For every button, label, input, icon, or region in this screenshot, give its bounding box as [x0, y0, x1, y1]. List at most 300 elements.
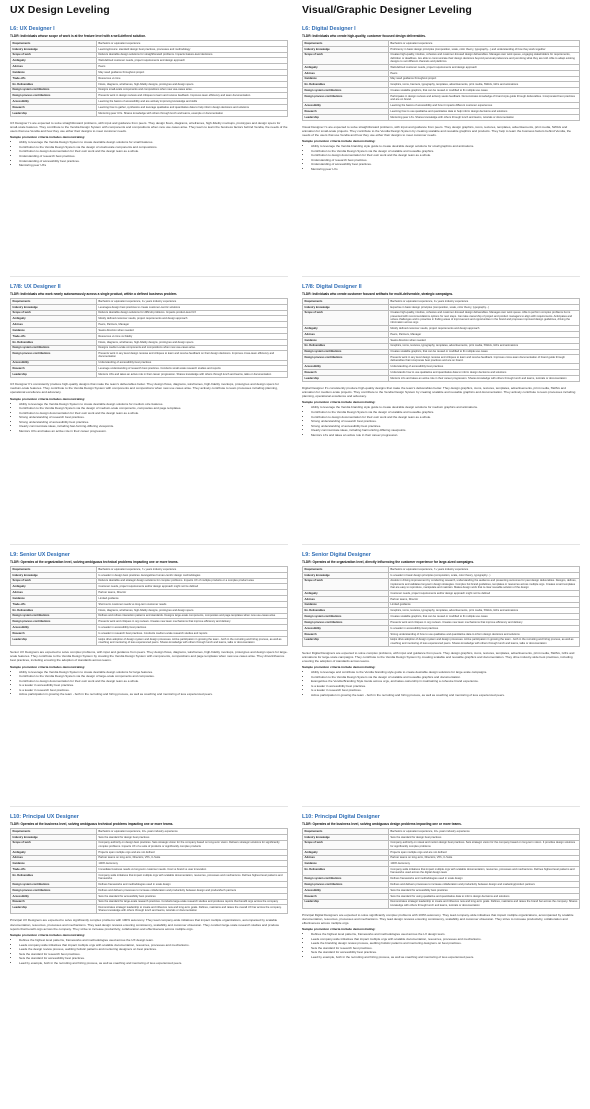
- promotion-criteria-list: [302, 932, 580, 959]
- row-label: Leadership: [11, 110, 97, 116]
- row-label: Ambiguity: [303, 590, 389, 596]
- row-value: Creates high-quality, intuitive, cohesive and customer-focused design deliverables. Manages own work queue. Able to perform complex problems but is presented with recommendations options for next steps. Can take ownership of project and product managers to align with requirements. Anticipates and solves challenges and is proactive in finding areas of improvement and opportunities in the brand and proposes improved design guidelines, driving the information across orgs: [388, 310, 579, 326]
- list-item: • Contribution to the Vendia Design System via the design of scalable and reusable graphics.: [311, 410, 580, 415]
- tldr-summary: TLDR: Individuals who create customer focused artifacts for multi-deliverable, strategic campaigns.: [302, 292, 454, 296]
- row-value: Resources vs time: [96, 75, 287, 81]
- list-item: • Ability to leverage the Vendia branding style guide to create desirable design solutions for small graphics and animations.: [311, 144, 580, 149]
- row-label: Ex. Deliverables: [303, 343, 389, 349]
- row-label: Research: [303, 370, 389, 376]
- row-value: Creates scalable graphics, that can be reused or modified to fit multiple use cases: [388, 614, 579, 620]
- table-row: [303, 376, 580, 382]
- row-value: Projects span multiple orgs and are not defined: [388, 849, 579, 855]
- row-label: Design system contributions: [11, 882, 97, 888]
- list-item: • Contribution to the Vendia Design System via the design of small-scale components and compositions.: [19, 145, 288, 150]
- promotion-criteria-list: [10, 670, 288, 697]
- promotion-criteria-heading: Sample promotion criteria includes demonstrating:: [10, 135, 86, 140]
- row-value: Is a leader in research best practices. Conducts medium-scale research studies and reports: [96, 631, 287, 637]
- row-value: Customer needs, project requirements and/or design approach might not be defined: [96, 584, 287, 590]
- row-label: Research: [11, 899, 97, 905]
- row-label: Accessibility: [303, 887, 389, 893]
- row-value: Is a leader in accessibility best practices: [96, 625, 287, 631]
- list-item: • Mentoring peer UXs: [19, 163, 288, 168]
- row-value: Mentoring peer LXs. Shares knowledge with others through lunch and learns, tutorials or documentation: [388, 114, 579, 120]
- row-value: Learning how to gather, synthesize and leverage qualitative and quantitative data to help inform design decisions and solutions: [96, 105, 287, 111]
- row-label: Requirements: [303, 299, 389, 305]
- row-value: Demonstrates strategic leadership to create and influence new and long-term goals. Defines, maintains and raises the overall UX bar across the company. Shares knowledge with others through lunch and learns, tutorials or documentation: [96, 905, 287, 914]
- list-item: • Contribution to design documentation for their own work and the design team as a whole.: [19, 149, 288, 154]
- row-value: Seeks direction when needed: [388, 337, 579, 343]
- row-value: Flows, diagrams, wireframes, high-fidelity designs, prototypes and design specs.: [96, 339, 287, 345]
- row-label: Scope of work: [303, 578, 389, 590]
- list-item: • Sets the standard for research best practices.: [311, 946, 580, 951]
- list-item: • Ability to leverage the Vendia branding style guide to create desirable design solutions for medium graphics and animations.: [311, 405, 580, 410]
- row-label: Requirements: [11, 567, 97, 573]
- tldr-summary: TLDR: Operates at the business level, solving ambiguous technical problems impacting one or more teams.: [10, 822, 174, 826]
- list-item: • Lead by example, both in the recruiting and hiring process, as well as coaching and mentoring of less experienced peers.: [311, 955, 580, 960]
- list-item: • Strong understanding of research best practices.: [19, 415, 288, 420]
- level-heading: L9: Senior Digital Designer: [302, 552, 371, 558]
- row-label: Industry knowledge: [11, 834, 97, 840]
- promotion-criteria-list: [302, 670, 580, 697]
- level-description: Principal UX Designers are expected to solve significantly complex problems with 100% autonomy. They lead company-wide initiatives that impact multiple organizations, accompanied by scalable documentation, resources, processes and mechanisms. They lead design reviews ensuring consistency, scalability and customer obsession. They conduct large-scale research studies and produce reports that benefit orgs across the company. They strive to increase productivity, collaboration and effectiveness across multiple orgs.: [10, 918, 280, 931]
- row-value: Bachelors or equivalent experience, 3+ years industry experience: [388, 299, 579, 305]
- promotion-criteria-list: [10, 140, 288, 167]
- row-label: Advises: [303, 855, 389, 861]
- list-item: • Ability to leverage the Vendia Design System to create desirable design solutions for small features.: [19, 140, 288, 145]
- row-value: Mentors LXs and takes an active role in their career progression. Shares knowledge with others through lunch and learns, tutorials or documentation: [388, 376, 579, 382]
- row-label: Research: [11, 366, 97, 372]
- level-requirements-table: [302, 40, 580, 121]
- row-label: Industry knowledge: [303, 304, 389, 310]
- row-value: Flows, diagrams, wireframes, high-fidelity designs, prototypes and design specs.: [96, 81, 287, 87]
- row-value: Proficiency in basic design principles (composition, scale, color theory, typography...) and understanding of how they work together: [388, 46, 579, 52]
- row-value: Company-wide initiatives that impact multiple orgs with scalable documentation, resources, processes and mechanisms. Defines highest level patterns and frameworks used across the digital design team: [388, 867, 579, 876]
- level-heading: L10: Principal Digital Designer: [302, 814, 380, 820]
- row-label: Accessibility: [11, 625, 97, 631]
- row-value: Understanding of accessibility best practices: [388, 364, 579, 370]
- level-description: Visual Designer I's are expected to solve straightforward problems, with input and guidance from peers. They design graphics, icons, textures, templates, advertisements, print media, SWAG and animation for small-scale projects. They contribute to the Vendia Design System by creating scalable and reusable graphics and products. They help to learn the business factors behind Vendia, the needs of the users that use Vendia and how they use either their designs to meet customer needs.: [302, 124, 572, 137]
- visual-designer-leveling-column: [302, 4, 580, 959]
- row-value: Well-defined customer needs, project requirements and design approach: [388, 64, 579, 70]
- row-label: Industry knowledge: [303, 834, 389, 840]
- row-label: Guidance: [11, 70, 97, 76]
- row-label: Trade-offs: [11, 333, 97, 339]
- table-row: [303, 94, 580, 103]
- row-value: Defines frameworks and methodologies used in scale design: [388, 876, 579, 882]
- list-item: • Contribution to the Vendia Design System via the design of scalable and reusable graphics.: [311, 149, 580, 154]
- row-value: Bachelors or equivalent experience: [96, 41, 287, 47]
- row-value: Customer needs, project requirements and/or design approach might not be defined: [388, 590, 579, 596]
- list-item: • Ability to leverage the Vendia Design System to create desirable design solutions for medium size features.: [19, 402, 288, 407]
- row-value: Learning/novice: standard design best practices, processes and methodology: [96, 46, 287, 52]
- row-value: Creates scalable graphics, that can be reused or modified to fit multiple use cases: [388, 88, 579, 94]
- table-row: [303, 840, 580, 849]
- list-item: • Clearly communicate ideas, including harmonizing differing viewpoints.: [311, 428, 580, 433]
- table-row: [11, 873, 288, 882]
- table-row: [303, 355, 580, 364]
- row-label: Advises: [11, 855, 97, 861]
- level-requirements-table: [302, 566, 580, 647]
- row-value: Company authority on visual and motion design best practices. Sets strategic vision for the company based on long-term vision. It provides design solutions for significantly complex problems: [388, 840, 579, 849]
- row-label: Leadership: [11, 372, 97, 378]
- table-row: [11, 372, 288, 378]
- row-value: Mostly defined customer needs, project requirements and design approach: [96, 316, 287, 322]
- row-value: Sets the standard for using qualitative and quantitative data to inform design decisions and solutions: [388, 893, 579, 899]
- list-item: • Contribution to the Vendia Design System via the design of scalable and reusable graphics and documentation.: [311, 675, 580, 680]
- row-value: Seeks direction when needed: [96, 328, 287, 334]
- row-value: Presents work in any level design reviews and critiques to learn and receive feedback. Improves cross-team documentation of brand guide through deliverables that incorporate best practices and are on brand.: [388, 355, 579, 364]
- row-value: May need guidance throughout project: [388, 76, 579, 82]
- row-label: Requirements: [11, 299, 97, 305]
- promotion-criteria-list: [302, 405, 580, 437]
- list-item: • Understanding of research best practices.: [19, 154, 288, 159]
- row-label: Design process contributions: [303, 620, 389, 626]
- row-value: Presents work in any level design reviews and critiques to learn and receive feedback on their design decisions. Improves cross-team efficiency and documentation: [96, 351, 287, 360]
- row-value: Leverages design best practices to create customer-centric solutions: [96, 304, 287, 310]
- column-title: Visual/Graphic Designer Leveling: [302, 4, 472, 16]
- table-row: [11, 840, 288, 849]
- row-value: Assists in driving improvement by conducting research, understanding the audience and presenting outcomes for past design deliverables. Designs, defines, implements and validates long-term design strategies. Complex but brand guidelines, templates or resources across multiple orgs. Creates smart templates that are easy to reproduce, manipulate and maintain. Makes design work that is clear reusable solution of the design: [388, 578, 579, 590]
- list-item: • Defines the highest level patterns, frameworks and methodologies used across the UX design team.: [19, 938, 288, 943]
- level-section: [302, 284, 580, 437]
- list-item: • Understanding of accessibility best practices.: [311, 162, 580, 167]
- row-label: Requirements: [11, 41, 97, 47]
- row-value: 100% Autonomy: [388, 861, 579, 867]
- row-label: Ex. Deliverables: [11, 607, 97, 613]
- row-value: Peers: [388, 70, 579, 76]
- row-label: Design system contributions: [303, 349, 389, 355]
- row-value: Well-defined customer needs, project requirements and design approach: [96, 58, 287, 64]
- table-row: [11, 636, 288, 645]
- row-label: Ambiguity: [303, 64, 389, 70]
- row-value: May need guidance throughout project: [96, 70, 287, 76]
- row-label: Ambiguity: [303, 326, 389, 332]
- section-divider: [302, 544, 580, 545]
- row-value: Bachelors or equivalent experience, 7+ years industry experience: [96, 567, 287, 573]
- section-divider: [10, 806, 288, 807]
- table-row: [303, 867, 580, 876]
- row-label: Accessibility: [11, 360, 97, 366]
- row-value: Peers: [96, 64, 287, 70]
- row-label: Advises: [11, 322, 97, 328]
- row-label: Ex. Deliverables: [11, 339, 97, 345]
- row-value: Partner teams on long-term, Directors, VPs, C-Suite: [388, 855, 579, 861]
- list-item: • Ability to leverage and contribute to the Vendia branding style guide to create desirable design solutions for large-scale campaigns.: [311, 670, 580, 675]
- row-value: Graphics, icons, textures, typography, templates, advertisements, print media, SWAG, GIFs and animations: [388, 343, 579, 349]
- row-value: Leverage understanding of research best practices. Conducts small-scale research studies and reports: [96, 366, 287, 372]
- list-item: • Strong understanding of research best practices.: [311, 419, 580, 424]
- row-value: Bachelors or equivalent experience, 10+ years industry experience: [96, 829, 287, 835]
- level-requirements-table: [302, 298, 580, 382]
- row-label: Research: [303, 893, 389, 899]
- level-description: Digital Designer II's consistently produce high-quality designs that make the team's deliverables better. They design graphics, icons, textures, templates, advertisements, print media, SWAG and animation for medium-scale projects. They contribute to the Vendia Design System by creating scalable and reusable graphics and documentation. They actively contribute to team processes including planning, operational excellence and advocacy.: [302, 385, 576, 399]
- table-row: [303, 310, 580, 326]
- level-description: UX Designer I's are expected to solve straightforward problems, with input and guidance from peers. They design flows, diagrams, wireframes, high-fidelity mockups, prototypes and design specs for small-scale features. They contribute to the Vendia Design System with components and compositions when new use cases arise. They learn to learn the business factors behind Vendia, the needs of the users that use Vendia and how they use either their designs to meet customer needs.: [10, 120, 288, 134]
- table-row: [303, 52, 580, 64]
- level-section: [10, 814, 288, 965]
- row-label: Guidance: [11, 596, 97, 602]
- promotion-criteria-list: [10, 938, 288, 965]
- list-item: • Mentors UXs and takes an active role in their career progression.: [19, 429, 288, 434]
- row-value: Presents work and critiques in org reviews. Creates new team mechanisms that improve efficiency and delivery: [96, 619, 287, 625]
- list-item: • Contribution to design documentation for their own work and the design team as a whole.: [311, 415, 580, 420]
- row-value: Expertise in basic design principles (composition, scale, color theory, typography...): [388, 304, 579, 310]
- row-label: Research: [303, 631, 389, 637]
- row-value: Delivers desirable design solutions for straightforward problems. Impacts feature-level decisions.: [96, 52, 287, 58]
- level-section: [10, 26, 288, 168]
- tldr-summary: TLDR: Individuals who work nearly autonomously across a single product, within a defined business problem.: [10, 292, 178, 296]
- row-label: Accessibility: [303, 364, 389, 370]
- list-item: • Leads the design review process, auditing holistic patterns and mentoring designers on best practices.: [19, 947, 288, 952]
- row-value: Immediate business needs vs long-term customer needs. Cost vs brand vs user innovation: [96, 867, 287, 873]
- level-description: Principal Digital Designers are expected to solve significantly complex problems with 100% autonomy. They lead company-wide initiatives that impact multiple organizations, accompanied by scalable documentation, resources, processes and mechanisms. They lead design reviews ensuring consistency, scalability and customer obsession. They strive to increase productivity, collaboration and effectiveness across multiple orgs.: [302, 912, 574, 925]
- row-label: Ex. Deliverables: [11, 873, 97, 882]
- row-label: Scope of work: [11, 310, 97, 316]
- row-value: Projects span multiple orgs and are not defined: [96, 849, 287, 855]
- row-label: Ambiguity: [303, 849, 389, 855]
- row-label: Advises: [11, 64, 97, 70]
- row-value: Peers, Partners, Manager: [96, 322, 287, 328]
- list-item: • Clearly communicate ideas, including fast-forming-differing viewpoints.: [19, 424, 288, 429]
- row-value: Flows, diagrams, wireframes, high-fidelity designs, prototypes and design specs.: [96, 607, 287, 613]
- level-requirements-table: [10, 298, 288, 378]
- row-value: Limited guidance: [388, 602, 579, 608]
- row-label: Guidance: [11, 328, 97, 334]
- row-value: Partner teams, Director: [388, 596, 579, 602]
- row-label: Requirements: [303, 567, 389, 573]
- row-label: Accessibility: [303, 103, 389, 109]
- list-item: • Is a leader in accessibility best practices.: [311, 684, 580, 689]
- list-item: • Sets the standard for research best practices.: [19, 952, 288, 957]
- list-item: • Contribution to the Vendia Design System via the design of large-scale components and composites.: [19, 674, 288, 679]
- row-value: Defines and delivers processes to increase collaboration and productivity between design and product/tech partners: [96, 887, 287, 893]
- list-item: • Contribution to design documentation for their own work and the design team as a whole.: [311, 153, 580, 158]
- row-value: Is a leader in accessibility best practices: [388, 625, 579, 631]
- row-label: Research: [11, 631, 97, 637]
- promotion-criteria-list: [10, 402, 288, 434]
- row-label: Accessibility: [11, 893, 97, 899]
- row-value: Limited guidance: [96, 596, 287, 602]
- tldr-summary: TLDR: Operates at the organization level, solving ambiguous technical problems impacting one or more teams.: [10, 560, 179, 564]
- row-value: Sets the standard for design best practices: [388, 834, 579, 840]
- row-label: Design process contributions: [11, 619, 97, 625]
- row-value: Helps drive adoption of design system and design processes. Active participation in growing the team - both in the recruiting and hiring process, as well as coaching and mentoring of less experienced peers. Shares knowledge with others through lunch and learns, talks or documentation: [96, 636, 287, 645]
- level-section: [302, 814, 580, 960]
- row-label: Design process contributions: [303, 355, 389, 364]
- row-value: Sets the standard for accessibility best practices: [96, 893, 287, 899]
- row-label: Guidance: [11, 861, 97, 867]
- column-title: UX Design Leveling: [10, 4, 110, 16]
- row-label: Trade-offs: [11, 601, 97, 607]
- list-item: • Active participation in growing the team - both in the recruiting and hiring process, as well as coaching and mentoring of less experienced peers.: [311, 693, 580, 698]
- row-value: Sets the standard for large-scale research practices. Conducts large-scale research studies and produces reports that benefit orgs across the company: [96, 899, 287, 905]
- row-label: Industry knowledge: [11, 304, 97, 310]
- level-section: [302, 26, 580, 172]
- row-label: Guidance: [303, 337, 389, 343]
- row-value: Graphics, icons, textures, typography, templates, advertisements, print media, SWAG, GIFs and animations: [388, 608, 579, 614]
- list-item: • Contribution to design documentation for their own work and the design team as a whole.: [19, 411, 288, 416]
- row-label: Ex. Deliverables: [303, 867, 389, 876]
- list-item: • Sets the standard for accessibility best practices.: [19, 956, 288, 961]
- level-section: [302, 552, 580, 698]
- tldr-summary: TLDR: Individuals whose scope of work is at the feature level with a well-defined solution.: [10, 34, 147, 38]
- row-label: Industry knowledge: [11, 572, 97, 578]
- row-value: Is a leader in basic design principles (composition, scale, color theory, typography...): [388, 572, 579, 578]
- row-label: Guidance: [303, 76, 389, 82]
- row-label: Industry knowledge: [303, 572, 389, 578]
- table-row: [303, 899, 580, 908]
- row-label: Design system contributions: [303, 876, 389, 882]
- row-label: Ex. Deliverables: [303, 608, 389, 614]
- promotion-criteria-heading: Sample promotion criteria includes demonstrating:: [10, 664, 86, 669]
- tldr-summary: TLDR: Individuals who create high-quality, customer focused design deliverables.: [302, 34, 426, 38]
- promotion-criteria-heading: Sample promotion criteria include demonstrating:: [302, 400, 376, 405]
- list-item: • Defines the highest level patterns, frameworks and methodologies used across the LX design team.: [311, 932, 580, 937]
- row-label: Advises: [303, 596, 389, 602]
- row-value: Sets the standard for design best practices: [96, 834, 287, 840]
- row-label: Leadership: [303, 114, 389, 120]
- row-label: Leadership: [11, 636, 97, 645]
- row-label: Industry knowledge: [303, 46, 389, 52]
- promotion-criteria-heading: Sample promotion criteria include demonstrating:: [302, 665, 376, 670]
- row-label: Design process contributions: [11, 93, 97, 99]
- table-row: [11, 110, 288, 116]
- row-value: Graphics, icons, banners, typography, templates, advertisements, print media, SWAG, GIFs and animations: [388, 82, 579, 88]
- row-label: Requirements: [11, 829, 97, 835]
- list-item: • Leads company-wide initiatives that impact multiple orgs with scalable documentation, resources, processes and mechanisms.: [311, 937, 580, 942]
- row-value: 100% Autonomy: [96, 861, 287, 867]
- list-item: • Is a leader in accessibility best practices.: [19, 683, 288, 688]
- level-description: Senior UX Designers are expected to solve complex problems, with input and guidance from peers. They design flows, diagrams, wireframes, high-fidelity mockups, prototypes and design specs for large-scale features. They contribute to the Vendia Design System by creating the Vendia Design System with components, compositions and page templates when new use cases arise. They drive/influence best practices, including ensuring the adoption of standards across teams.: [10, 650, 288, 663]
- row-value: Is a leader in design best practices. Evangelizes human-centric design methodologies: [96, 572, 287, 578]
- level-description: Senior Digital Designers are expected to solve complex problems, with input and guidance from peers. They design graphics, icons, textures, templates, advertisements, print media, SWAG, GIFs and animations for large-scale campaigns. They contribute to the Vendia Design System by creating scalable and reusable graphics and documentation. They drive industry-wide best practices, including ensuring the adoption of standards across teams.: [302, 650, 575, 663]
- row-value: Demonstrates strategic leadership to create and influence new and long-term goals. Defines, maintains and raises the brand bar across the company. Shares knowledge with others through lunch and learns, tutorials or documentation: [388, 899, 579, 908]
- level-heading: L10: Principal UX Designer: [10, 814, 79, 820]
- row-value: Bachelors or equivalent experience, 10+ years industry experience: [388, 829, 579, 835]
- row-value: Delivers desirable and strategic design solutions for complex problems. Impacts UX of multiple products or a complex product area: [96, 578, 287, 584]
- row-value: Company authority on design best practices. Sets strategic vision for the company based on long-term vision. Delivers strategic solutions for significantly complex problems. Impacts UX of a suite of products or significantly complex products: [96, 840, 287, 849]
- level-section: [10, 284, 288, 433]
- table-row: [11, 905, 288, 914]
- list-item: • Strong understanding of accessibility best practices.: [19, 420, 288, 425]
- promotion-criteria-heading: Sample promotion criteria include demonstrating:: [302, 927, 376, 932]
- row-value: Strong understanding of how to use qualitative and quantitative data to inform design decisions and solutions: [388, 631, 579, 637]
- row-label: Scope of work: [303, 840, 389, 849]
- table-row: [303, 114, 580, 120]
- table-row: [11, 351, 288, 360]
- row-label: Scope of work: [303, 52, 389, 64]
- row-label: Research: [11, 105, 97, 111]
- list-item: • Is a leader in research best practices.: [311, 688, 580, 693]
- row-label: Trade-offs: [11, 867, 97, 873]
- row-label: Leadership: [303, 899, 389, 908]
- row-label: Research: [303, 108, 389, 114]
- level-section: [10, 552, 288, 697]
- row-value: Partner teams, Director: [96, 590, 287, 596]
- list-item: • Mentoring peer LXs: [311, 167, 580, 172]
- row-value: Mostly defined customer needs, project requirements and design approach: [388, 326, 579, 332]
- list-item: • Contribution to the Vendia Design System via the design of medium-scale components, composites and page templates.: [19, 406, 288, 411]
- row-label: Design system contributions: [11, 613, 97, 619]
- list-item: • Leads company-wide initiatives that impact multiple orgs with scalable documentation, resources, processes and mechanisms.: [19, 943, 288, 948]
- row-label: Leadership: [303, 376, 389, 382]
- promotion-criteria-list: [302, 144, 580, 171]
- tldr-summary: TLDR: Operates at the business level, solving ambiguous design problems impacting one or more teams.: [302, 822, 462, 826]
- row-value: Understands how to use qualitative and quantitative data to inform design decisions and solutions: [388, 370, 579, 376]
- promotion-criteria-heading: Sample promotion criteria include demonstrating:: [302, 139, 376, 144]
- row-value: Delivers desirable design solutions for difficult problems. Impacts product-level UX: [96, 310, 287, 316]
- row-label: Design process contributions: [303, 94, 389, 103]
- row-value: Learning the basics of accessibility and how it impacts different customer experiences: [388, 103, 579, 109]
- row-value: Learning how to use qualitative and quantitative data to help inform design decisions and solutions: [388, 108, 579, 114]
- row-label: Scope of work: [303, 310, 389, 326]
- list-item: • Evangelizes the Vendia Branding Style Guide across orgs, and takes ownership in maintaining a cohesive brand experience.: [311, 679, 580, 684]
- section-divider: [10, 276, 288, 277]
- row-label: Advises: [303, 70, 389, 76]
- row-value: Bachelors or equivalent experience, 7+ years industry experience: [388, 567, 579, 573]
- row-label: Ambiguity: [11, 849, 97, 855]
- level-requirements-table: [302, 828, 580, 909]
- section-divider: [10, 544, 288, 545]
- row-value: Designs small-scale components and compositions when new use-cases arise.: [96, 87, 287, 93]
- row-label: Industry knowledge: [11, 46, 97, 52]
- list-item: • Is a leader in research best practices.: [19, 688, 288, 693]
- row-label: Advises: [303, 332, 389, 338]
- row-value: Understanding of accessibility best practices: [96, 360, 287, 366]
- row-value: Designs medium-scale components and compositions when new use-cases arise.: [96, 345, 287, 351]
- list-item: • Sets the standard for accessibility best practices.: [311, 950, 580, 955]
- row-label: Design system contributions: [11, 87, 97, 93]
- row-value: Mentoring peer UXs. Shares knowledge with others through lunch and learns, example or documentation: [96, 110, 287, 116]
- row-label: Requirements: [303, 829, 389, 835]
- level-heading: L7/8: UX Designer II: [10, 284, 61, 290]
- row-label: Accessibility: [11, 99, 97, 105]
- list-item: • Strong understanding of accessibility best practices.: [311, 424, 580, 429]
- list-item: • Mentors LXs and takes an active role in their career progression.: [311, 433, 580, 438]
- row-value: Company-wide initiatives that impact multiple orgs with scalable documentation, resources, processes and mechanisms. Defines highest level patterns and frameworks: [96, 873, 287, 882]
- level-requirements-table: [10, 40, 288, 117]
- row-label: Scope of work: [11, 578, 97, 584]
- row-value: Mentors UXs and takes an active role in their career progression. Shares knowledge with others through lunch and learns, talks or documentation: [96, 372, 287, 378]
- level-heading: L9: Senior UX Designer: [10, 552, 70, 558]
- level-heading: L6: Digital Designer I: [302, 26, 356, 32]
- row-label: Scope of work: [11, 840, 97, 849]
- row-label: Accessibility: [303, 625, 389, 631]
- list-item: • Ability to leverage the Vendia Design System to create desirable design solutions for large features.: [19, 670, 288, 675]
- row-value: Sets the standard for accessibility best practices: [388, 887, 579, 893]
- list-item: • Active participation in growing the team - both in the recruiting and hiring process, as well as coaching and mentoring of less experienced peers.: [19, 692, 288, 697]
- list-item: • Understanding of research best practices.: [311, 158, 580, 163]
- row-label: Leadership: [303, 637, 389, 646]
- row-label: Design process contributions: [11, 887, 97, 893]
- row-label: Advises: [11, 590, 97, 596]
- level-requirements-table: [10, 828, 288, 914]
- row-label: Design system contributions: [303, 88, 389, 94]
- row-label: Design process contributions: [11, 351, 97, 360]
- table-row: [303, 578, 580, 590]
- row-label: Design system contributions: [303, 614, 389, 620]
- row-label: Trade-offs: [11, 75, 97, 81]
- list-item: • Understanding of accessibility best practices.: [19, 159, 288, 164]
- row-label: Requirements: [303, 41, 389, 47]
- row-label: Scope of work: [11, 52, 97, 58]
- row-value: Helps drive adoption of design system and design processes. Active participation in growing the team - both in the recruiting and hiring process, as well as coaching and mentoring of less experienced peers. Shares knowledge with others through lunch and learns, talks or documentation: [388, 637, 579, 646]
- row-value: Creates scalable graphics, that can be reused or modified to fit multiple use cases: [388, 349, 579, 355]
- ux-design-leveling-column: [10, 4, 288, 965]
- promotion-criteria-heading: Sample promotion criteria includes demonstrating:: [10, 932, 86, 937]
- row-label: Leadership: [11, 905, 97, 914]
- row-value: Partner teams on long-term, Directors, VPs, C-Suite: [96, 855, 287, 861]
